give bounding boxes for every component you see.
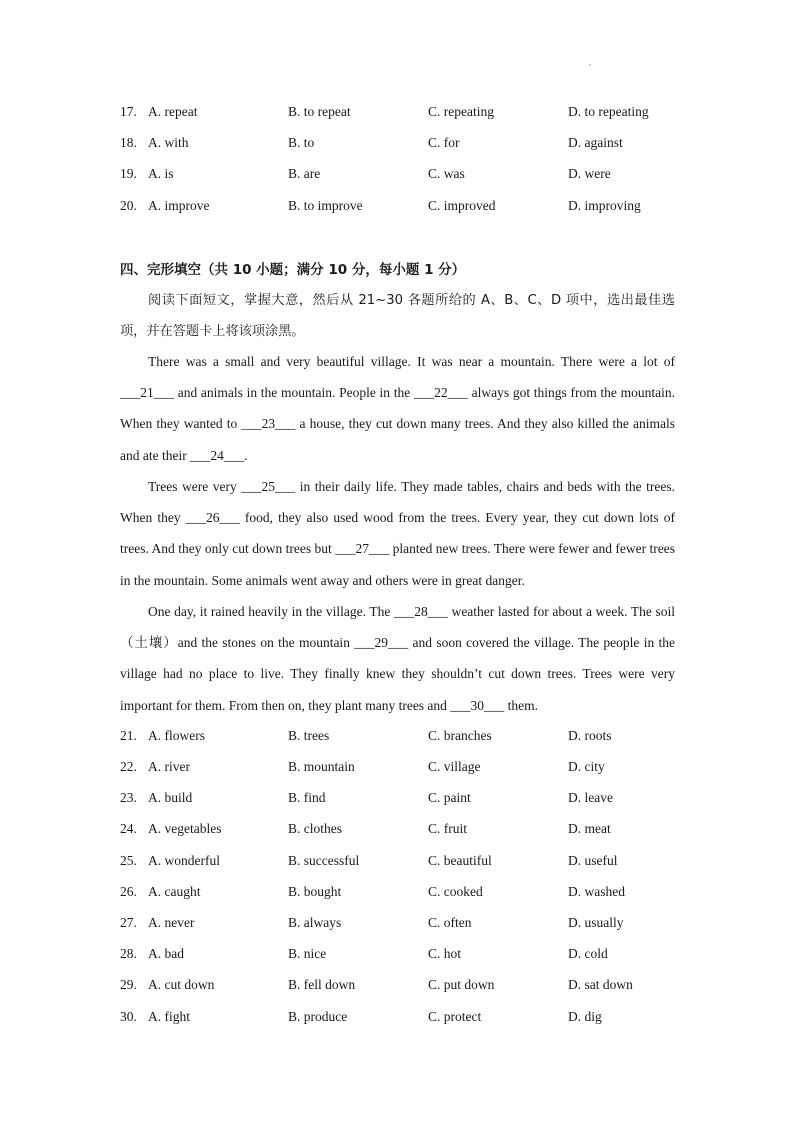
- option-d: D. cold: [568, 946, 608, 961]
- option-b: B. produce: [288, 1009, 348, 1024]
- question-number: 29.: [120, 977, 137, 992]
- option-a: A. vegetables: [148, 821, 222, 836]
- question-number: 24.: [120, 821, 137, 836]
- option-a: A. fight: [148, 1009, 190, 1024]
- question-number: 17.: [120, 104, 137, 119]
- option-d: D. roots: [568, 728, 612, 743]
- question-number: 27.: [120, 915, 137, 930]
- question-number: 26.: [120, 884, 137, 899]
- option-b: B. bought: [288, 884, 342, 899]
- question-number: 18.: [120, 135, 137, 150]
- option-c: C. was: [428, 166, 465, 181]
- option-a: A. improve: [148, 198, 210, 213]
- option-c: C. for: [428, 135, 460, 150]
- option-b: B. mountain: [288, 759, 355, 774]
- option-c: C. put down: [428, 977, 495, 992]
- option-b: B. nice: [288, 946, 327, 961]
- option-d: D. washed: [568, 884, 625, 899]
- option-b: B. to repeat: [288, 104, 351, 119]
- option-a: A. is: [148, 166, 174, 181]
- option-c: C. fruit: [428, 821, 467, 836]
- option-a: A. wonderful: [148, 853, 220, 868]
- option-a: A. build: [148, 790, 193, 805]
- option-b: B. fell down: [288, 977, 356, 992]
- passage-paragraph-3: One day, it rained heavily in the village. The ___28___ weather lasted for about a week. The soil（土壤）and the stones on the mountain ___29___ and soon covered the village. The people in the village had no place to live. They finally knew they shouldn’t cut down trees. Trees were very important for them. From then on, they plant many trees and ___30___ them.: [120, 604, 675, 713]
- option-d: D. meat: [568, 821, 611, 836]
- question-number: 25.: [120, 853, 137, 868]
- option-a: A. repeat: [148, 104, 198, 119]
- option-d: D. city: [568, 759, 605, 774]
- passage-paragraph-2: Trees were very ___25___ in their daily life. They made tables, chairs and beds with the trees. When they ___26___ food, they also used wood from the trees. Every year, they cut down lots of trees. And they only cut down trees but ___27___ planted new trees. There were fewer and fewer trees in the mountain. Some animals went away and others were in great danger.: [120, 479, 675, 588]
- option-d: D. improving: [568, 198, 641, 213]
- option-d: D. sat down: [568, 977, 633, 992]
- question-number: 28.: [120, 946, 137, 961]
- question-number: 23.: [120, 790, 137, 805]
- option-a: A. cut down: [148, 977, 215, 992]
- option-d: D. to repeating: [568, 104, 649, 119]
- option-b: B. trees: [288, 728, 330, 743]
- question-number: 30.: [120, 1009, 137, 1024]
- option-c: C. branches: [428, 728, 492, 743]
- option-d: D. were: [568, 166, 611, 181]
- option-d: D. against: [568, 135, 623, 150]
- passage-paragraph-1: There was a small and very beautiful village. It was near a mountain. There were a lot of ___21___ and animals in the mountain. People in the ___22___ always got things from the mountain. When they wanted to ___23___ a house, they cut down many trees. And they also killed the animals and ate their ___24___.: [120, 354, 675, 463]
- option-a: A. bad: [148, 946, 184, 961]
- option-b: B. are: [288, 166, 321, 181]
- option-a: A. with: [148, 135, 189, 150]
- option-d: D. usually: [568, 915, 624, 930]
- option-b: B. find: [288, 790, 326, 805]
- option-c: C. repeating: [428, 104, 494, 119]
- option-a: A. caught: [148, 884, 201, 899]
- option-c: C. village: [428, 759, 481, 774]
- option-c: C. often: [428, 915, 472, 930]
- question-number: 20.: [120, 198, 137, 213]
- option-c: C. protect: [428, 1009, 482, 1024]
- option-d: D. dig: [568, 1009, 602, 1024]
- option-b: B. successful: [288, 853, 360, 868]
- option-c: C. beautiful: [428, 853, 492, 868]
- question-number: 19.: [120, 166, 137, 181]
- option-a: A. river: [148, 759, 190, 774]
- option-a: A. flowers: [148, 728, 205, 743]
- question-number: 22.: [120, 759, 137, 774]
- section-title: 四、完形填空（共 10 小题；满分 10 分，每小题 1 分）: [120, 262, 466, 278]
- option-b: B. clothes: [288, 821, 342, 836]
- option-d: D. useful: [568, 853, 618, 868]
- question-number: 21.: [120, 728, 137, 743]
- option-a: A. never: [148, 915, 195, 930]
- option-c: C. paint: [428, 790, 471, 805]
- option-b: B. to improve: [288, 198, 363, 213]
- option-c: C. improved: [428, 198, 496, 213]
- option-b: B. to: [288, 135, 315, 150]
- option-c: C. cooked: [428, 884, 483, 899]
- option-d: D. leave: [568, 790, 613, 805]
- option-b: B. always: [288, 915, 342, 930]
- section-instruction: 阅读下面短文，掌握大意，然后从 21~30 各题所给的 A、B、C、D 项中，选出最佳选项，并在答题卡上将该项涂黑。: [120, 293, 675, 340]
- option-c: C. hot: [428, 946, 462, 961]
- page-mark: [589, 64, 591, 66]
